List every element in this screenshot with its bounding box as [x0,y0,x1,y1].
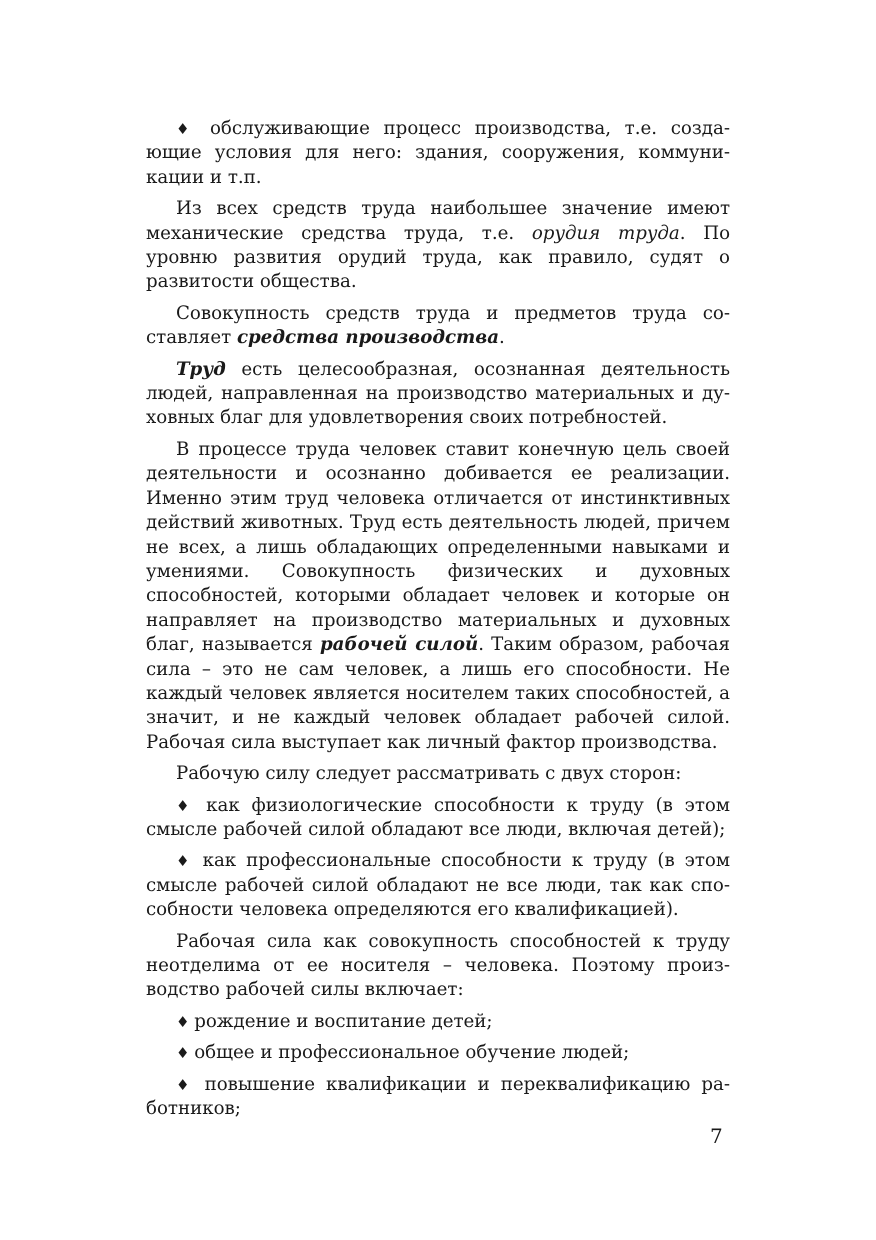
paragraph-text: Рабочую силу следует рассматривать с двух сторон: [176,763,682,785]
paragraph-text: В процессе труда человек ставит конечную цель своей деятельности и осознанно добивается ее реализации. Именно этим труд человека отличается от инстинктивных действий животных. Труд есть деятельность людей, причем не всех, а лишь обладающих определенными навыками и умениями. Совокупность физических и духовных способностей, которыми обладает человек и которые он направляет на производство материальных и духовных благ, называется [146,438,730,656]
paragraph-text: . По уровню развития орудий труда, как правило, судят о развитости общества. [146,222,731,293]
term-rabochaya-sila: рабочей силой [319,634,479,656]
bullet-paragraph [146,1010,730,1034]
bullet-paragraph [146,117,730,190]
paragraph-text: как профессиональные способности к труду (в этом смысле рабочей силой обладают не все люди, так как способности человека определяются его квалификацией). [146,850,730,921]
paragraph [146,930,730,1003]
term-sredstva-proizvodstva: средства производства [236,327,500,349]
paragraph-text: . [499,327,505,349]
paragraph-text: есть целесообразная, осознанная деятельность людей, направленная на производство материальных и духовных благ для удовлетворения своих потребностей. [146,358,730,429]
bullet-paragraph [146,1073,730,1122]
paragraph-text: Совокупность средств труда и предметов труда составляет [146,302,730,349]
paragraph-text: рождение и воспитание детей; [194,1010,493,1032]
paragraph-text: повышение квалификации и переквалификацию работников; [146,1073,730,1120]
paragraph [146,197,730,295]
paragraph [146,358,730,431]
paragraph-text: обслуживающие процесс производства, т.е. создающие условия для него: здания, сооружения, коммуникации и т.п. [146,118,730,188]
paragraph-text: . Таким образом, рабочая сила – это не сам человек, а лишь его способности. Не каждый человек является носителем таких способностей, а значит, и не каждый человек обладает рабочей силой. Рабочая сила выступает как личный фактор производства. [146,634,730,753]
bullet-paragraph [146,849,730,922]
paragraph [146,762,730,786]
paragraph [146,438,730,755]
paragraph-text: Рабочая сила как совокупность способностей к труду неотделима от ее носителя – человека. Поэтому производство рабочей силы включает: [146,930,730,1001]
term-trud: Труд [176,358,226,380]
bullet-paragraph [146,794,730,843]
paragraph-text: Из всех средств труда наибольшее значение имеют механические средства труда, т.е. [146,198,730,244]
paragraph-text: как физиологические способности к труду (в этом смысле рабочей силой обладают все люди, включая детей); [146,794,731,840]
page-body [146,117,730,1128]
page-number: 7 [710,1124,723,1148]
bullet-paragraph [146,1041,730,1065]
paragraph-text: общее и профессиональное обучение людей; [194,1042,630,1064]
paragraph [146,302,730,351]
term-orudiya-truda: орудия труда [531,222,680,244]
